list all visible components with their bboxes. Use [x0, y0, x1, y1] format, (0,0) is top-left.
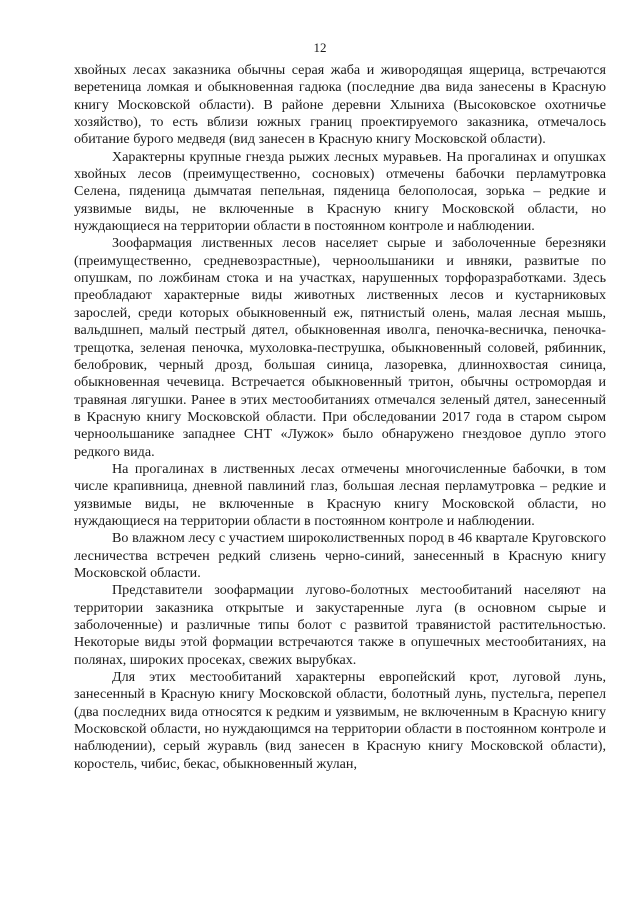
paragraph-5: Во влажном лесу с участием широколиственных пород в 46 квартале Круговского лесничества встречен редкий слизень черно-синий, занесенный в Красную книгу Московской области. — [74, 530, 606, 581]
paragraph-3: Зоофармация лиственных лесов населяет сырые и заболоченные березняки (преимущественно, средневозрастные), черноольшаники и ивняки, развитые по опушкам, по ложбинам стока и на участках, нарушенных торфоразработками. Здесь преобладают характерные виды животных лиственных лесов и кустарниковых зарослей, среди которых обыкновенный еж, пятнистый олень, малая лесная мышь, вальдшнеп, малый пестрый дятел, обыкновенная иволга, пеночка-весничка, пеночка-трещотка, зеленая пеночка, мухоловка-пеструшка, обыкновенный соловей, рябинник, белобровик, черный дрозд, большая синица, лазоревка, длиннохвостая синица, обыкновенная чечевица. Встречается обыкновенный тритон, обычны остромордая и травяная лягушки. Ранее в этих местообитаниях отмечался зеленый дятел, занесенный в Красную книгу Московской области. При обследовании 2017 года в старом сыром черноольшанике западнее СНТ «Лужок» было обнаружено гнездовое дупло этого редкого вида. — [74, 235, 606, 460]
page-number: 12 — [313, 40, 327, 55]
paragraph-2: Характерны крупные гнезда рыжих лесных муравьев. На прогалинах и опушках хвойных лесов (преимущественно, сосновых) отмечены бабочки перламутровка Селена, пяденица дымчатая пепельная, пяденица белополосая, зорька – редкие и уязвимые виды, не включенные в Красную книгу Московской области, но нуждающиеся на территории области в постоянном контроле и наблюдении. — [74, 148, 606, 235]
paragraph-1: хвойных лесах заказника обычны серая жаба и живородящая ящерица, встречаются веретеница ломкая и обыкновенная гадюка (последние два вида занесены в Красную книгу Московской области). В районе деревни Хлыниха (Высоковское охотничье хозяйство), то есть вблизи южных границ проектируемого заказника, отмечалось обитание бурого медведя (вид занесен в Красную книгу Московской области). — [74, 62, 606, 148]
paragraph-4: На прогалинах в лиственных лесах отмечены многочисленные бабочки, в том числе крапивница, дневной павлиний глаз, большая лесная перламутровка – редкие и уязвимые виды, не включенные в Красную книгу Московской области, но нуждающиеся на территории области в постоянном контроле и наблюдении. — [74, 460, 606, 529]
paragraph-7: Для этих местообитаний характерны европейский крот, луговой лунь, занесенный в Красную книгу Московской области, болотный лунь, пустельга, перепел (два последних вида относятся к редким и уязвимым, не включенным в Красную книгу Московской области, но нуждающимся на территории области в постоянном контроле и наблюдении), серый журавль (вид занесен в Красную книгу Московской области), коростель, чибис, бекас, обыкновенный жулан, — [74, 669, 606, 772]
paragraph-6: Представители зоофармации лугово-болотных местообитаний населяют на территории заказника открытые и закустаренные луга (в основном сырые и заболоченные) и различные типы болот с развитой травянистой растительностью. Некоторые виды этой формации встречаются также в опушечных местообитаниях, на полянах, широких просеках, свежих вырубках. — [74, 582, 606, 668]
body-text — [74, 62, 606, 773]
